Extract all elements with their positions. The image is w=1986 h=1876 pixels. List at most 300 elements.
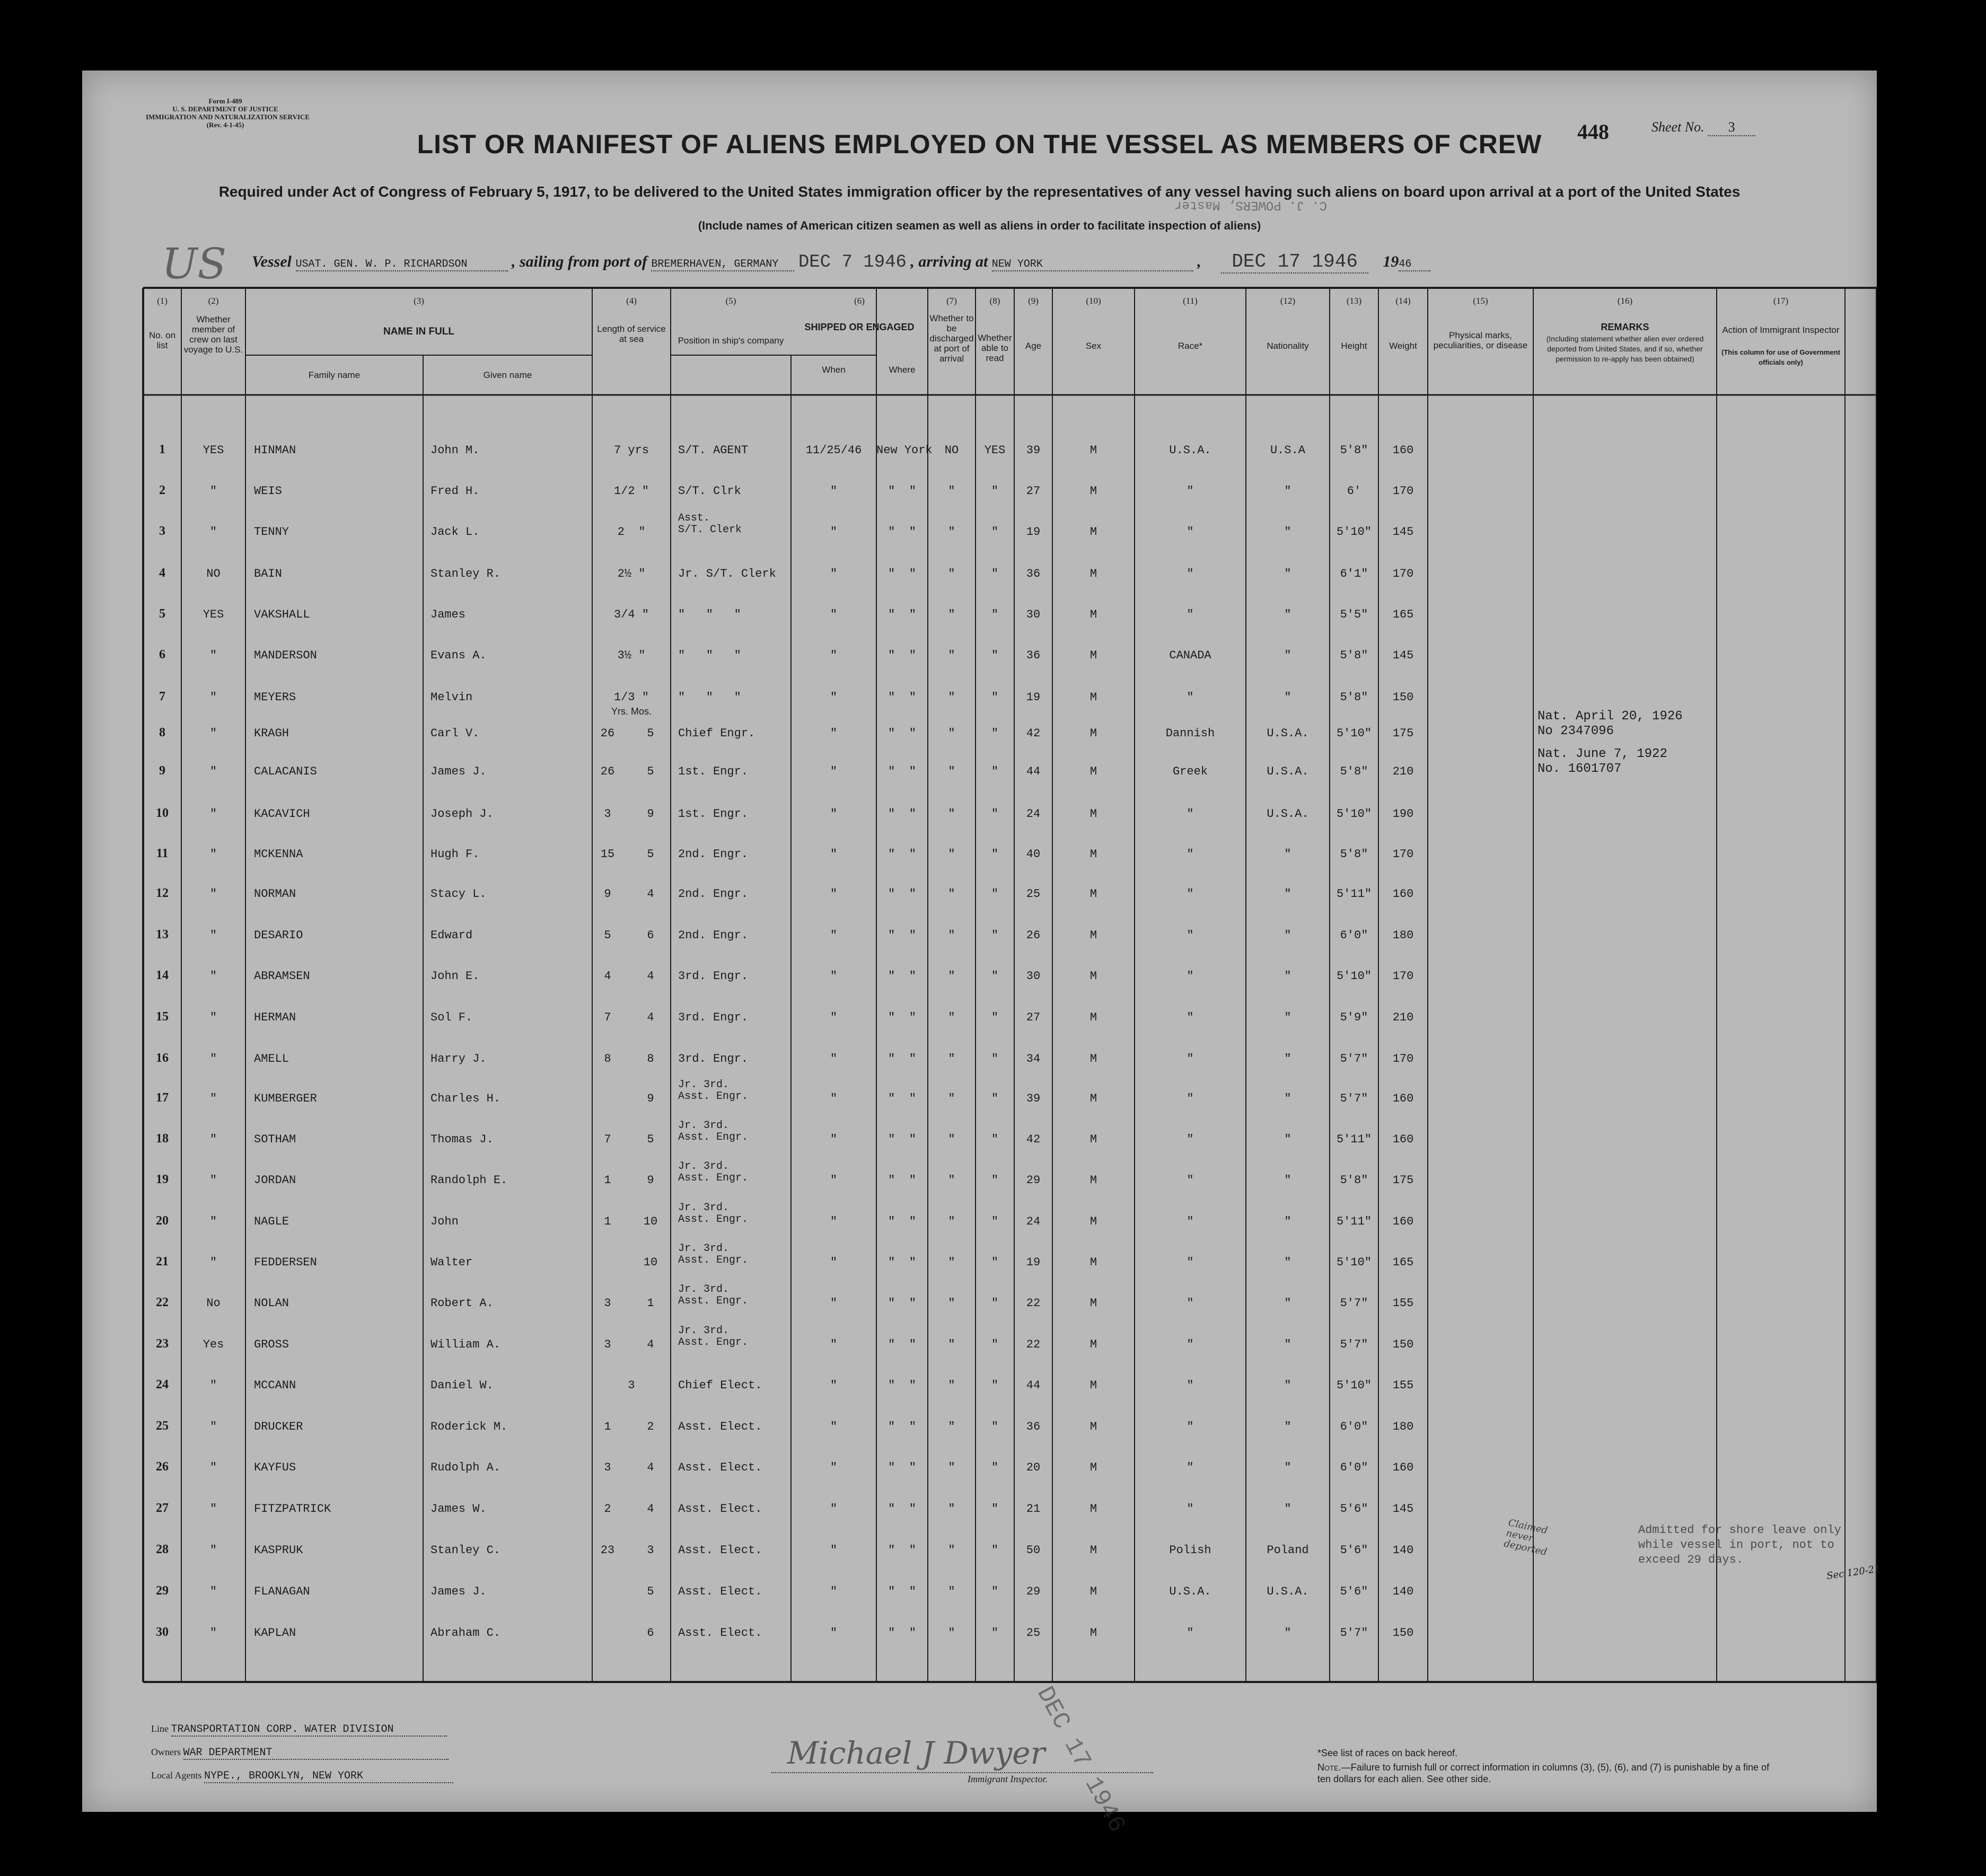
nationality: " [1284, 1174, 1291, 1187]
given-name: Stanley C. [430, 1544, 501, 1557]
given-name: Fred H. [430, 485, 480, 498]
nationality: Poland [1267, 1544, 1309, 1557]
header-height: Height [1341, 341, 1367, 351]
nationality: " [1284, 485, 1291, 498]
age: 21 [1026, 1502, 1041, 1516]
shipped-where: " " [888, 848, 916, 861]
height: 5'7" [1340, 1297, 1368, 1310]
weight: 210 [1392, 1011, 1414, 1024]
discharged: " [948, 807, 955, 821]
given-name: Carl V. [430, 727, 480, 740]
subtitle-note: (Include names of American citizen seamen as well as aliens in order to facilitate inspection of aliens) [698, 219, 1261, 232]
header-given-name: Given name [483, 370, 532, 380]
sex: M [1089, 929, 1097, 942]
handwritten-us-mark: US [162, 239, 227, 288]
race: Polish [1169, 1544, 1211, 1557]
position: Jr. 3rd. Asst. Engr. [678, 1283, 749, 1307]
shipped-when: " [830, 1011, 838, 1024]
nationality: " [1284, 929, 1291, 942]
shipped-where: " " [888, 608, 916, 621]
family-name: NORMAN [254, 887, 296, 901]
row-number: 10 [156, 806, 169, 820]
race: " [1187, 608, 1194, 621]
position: Jr. 3rd. Asst. Engr. [678, 1120, 749, 1143]
height: 6'1" [1340, 567, 1368, 580]
row-number: 26 [156, 1460, 169, 1474]
header-position: Position in ship's company [678, 336, 784, 346]
race: " [1187, 1420, 1194, 1433]
sex: M [1089, 649, 1097, 662]
shipped-when: " [830, 1297, 838, 1310]
footer-line: Line TRANSPORTATION CORP. WATER DIVISION [151, 1723, 447, 1737]
header-c6-number: (6) [854, 296, 865, 306]
previous-voyage: " [209, 727, 217, 740]
family-name: MCCANN [254, 1379, 296, 1392]
position: 1st. Engr. [678, 765, 749, 778]
service-years: 3 [604, 807, 611, 821]
age: 40 [1026, 848, 1041, 861]
nationality: " [1284, 887, 1291, 901]
age: 36 [1026, 1420, 1041, 1433]
shipped-where: " " [888, 1420, 916, 1433]
discharged: " [948, 929, 955, 942]
discharged: " [948, 1133, 955, 1146]
discharged: " [948, 848, 955, 861]
weight: 160 [1392, 1092, 1414, 1105]
given-name: John M. [430, 444, 480, 457]
height: 5'10" [1336, 970, 1372, 983]
previous-voyage: " [209, 1174, 217, 1187]
position: Jr. 3rd. Asst. Engr. [678, 1079, 749, 1103]
family-name: GROSS [254, 1338, 289, 1351]
age: 39 [1026, 1092, 1041, 1105]
family-name: FEDDERSEN [254, 1256, 317, 1269]
shipped-when: " [830, 1256, 838, 1269]
race: " [1187, 1011, 1194, 1024]
sex: M [1089, 1544, 1097, 1557]
nationality: " [1284, 608, 1291, 621]
discharged: " [948, 691, 955, 704]
sex: M [1089, 1461, 1097, 1474]
service-months: 10 [643, 1215, 658, 1228]
weight: 165 [1392, 608, 1414, 621]
age: 36 [1026, 567, 1041, 580]
age: 44 [1026, 765, 1041, 778]
able-to-read: YES [984, 444, 1006, 457]
header-c10-number: (10) [1086, 296, 1101, 306]
position: Chief Elect. [678, 1379, 762, 1392]
service-years: 1 [604, 1174, 611, 1187]
row-number: 27 [156, 1501, 169, 1515]
height: 5'10" [1336, 1379, 1372, 1392]
header-c5-number: (5) [725, 296, 736, 306]
row-number: 9 [159, 764, 165, 778]
row-number: 24 [156, 1378, 169, 1391]
discharged: " [948, 1379, 955, 1392]
previous-voyage: " [209, 1585, 217, 1598]
nationality: " [1284, 970, 1291, 983]
given-name: Stacy L. [430, 887, 487, 901]
subtitle: Required under Act of Congress of February 5, 1917, to be delivered to the United States immigration officer by the representatives of any vessel having such aliens on board upon arrival at a port of the United States [218, 183, 1741, 200]
given-name: James J. [430, 765, 487, 778]
height: 5'7" [1340, 1338, 1368, 1351]
height: 5'10" [1336, 807, 1372, 821]
service-months: 4 [647, 1502, 654, 1516]
race: CANADA [1169, 649, 1211, 662]
sex: M [1089, 1502, 1097, 1516]
given-name: Edward [430, 929, 473, 942]
able-to-read: " [991, 887, 999, 901]
height: 5'8" [1340, 848, 1368, 861]
given-name: Randolph E. [430, 1174, 508, 1187]
able-to-read: " [991, 485, 999, 498]
handwritten-section-row-28: Sec 120-21 [1825, 1563, 1882, 1582]
sex: M [1089, 608, 1097, 621]
shipped-when: " [830, 1502, 838, 1516]
nationality: U.S.A. [1267, 807, 1309, 821]
weight: 150 [1392, 1338, 1414, 1351]
header-name-in-full: NAME IN FULL [383, 326, 455, 337]
family-name: TENNY [254, 525, 289, 539]
able-to-read: " [991, 1092, 999, 1105]
previous-voyage: " [209, 1256, 217, 1269]
given-name: Harry J. [430, 1052, 487, 1065]
family-name: HERMAN [254, 1011, 296, 1024]
position: Chief Engr. [678, 727, 755, 740]
shipped-when: " [830, 485, 838, 498]
row-number: 22 [156, 1296, 169, 1309]
weight: 190 [1392, 807, 1414, 821]
row-number: 3 [159, 524, 165, 538]
race: " [1187, 691, 1194, 704]
weight: 140 [1392, 1585, 1414, 1598]
row-number: 18 [156, 1132, 169, 1146]
position: Asst. Elect. [678, 1626, 762, 1640]
shipped-when: " [830, 1626, 838, 1640]
age: 25 [1026, 1626, 1041, 1640]
header-remarks: REMARKS [1601, 322, 1649, 332]
position: Asst. Elect. [678, 1420, 762, 1433]
age: 30 [1026, 970, 1041, 983]
height: 6'0" [1340, 1461, 1368, 1474]
race: " [1187, 1092, 1194, 1105]
nationality: U.S.A. [1267, 765, 1309, 778]
weight: 165 [1392, 1256, 1414, 1269]
age: 29 [1026, 1585, 1041, 1598]
sex: M [1089, 1011, 1097, 1024]
age: 29 [1026, 1174, 1041, 1187]
previous-voyage: YES [203, 444, 224, 457]
discharged: " [948, 1052, 955, 1065]
family-name: MANDERSON [254, 649, 317, 662]
position: S/T. AGENT [678, 444, 749, 457]
service-years: 7 [604, 1133, 611, 1146]
discharged: " [948, 1297, 955, 1310]
row-number: 23 [156, 1337, 169, 1351]
height: 5'11" [1336, 1133, 1372, 1146]
age: 19 [1026, 691, 1041, 704]
position: Asst. Elect. [678, 1544, 762, 1557]
discharged: " [948, 727, 955, 740]
shipped-when: " [830, 887, 838, 901]
given-name: Joseph J. [430, 807, 494, 821]
position: 3rd. Engr. [678, 1052, 749, 1065]
nationality: " [1284, 1133, 1291, 1146]
row-number: 14 [156, 968, 169, 982]
height: 5'7" [1340, 1052, 1368, 1065]
row-number: 16 [156, 1051, 169, 1065]
sex: M [1089, 1379, 1097, 1392]
family-name: BAIN [254, 567, 282, 580]
shipped-where: " " [888, 1256, 916, 1269]
shipped-where: " " [888, 1052, 916, 1065]
arrival-date-stamp: DEC 17 1946 [1221, 251, 1368, 274]
previous-voyage: " [209, 485, 217, 498]
shipped-when: " [830, 1215, 838, 1228]
service-months: 8 [647, 1052, 654, 1065]
service-months: 10 [643, 1256, 658, 1269]
row-number: 20 [156, 1214, 169, 1228]
form-number: Form I-489 [208, 97, 242, 105]
previous-voyage: " [209, 649, 217, 662]
length-of-service: 1/3 " [613, 691, 649, 704]
previous-voyage: " [209, 1420, 217, 1433]
able-to-read: " [991, 649, 999, 662]
discharged: " [948, 1626, 955, 1640]
header-discharged: Whether to be discharged at port of arrival [929, 313, 974, 364]
age: 19 [1026, 525, 1041, 539]
height: 5'10" [1336, 1256, 1372, 1269]
family-name: KAYFUS [254, 1461, 296, 1474]
height: 5'5" [1340, 608, 1368, 621]
height: 5'6" [1340, 1585, 1368, 1598]
race: " [1187, 929, 1194, 942]
given-name: John [430, 1215, 459, 1228]
given-name: Stanley R. [430, 567, 501, 580]
service-months: 2 [647, 1420, 654, 1433]
position: 2nd. Engr. [678, 887, 749, 901]
race: " [1187, 567, 1194, 580]
length-of-service: 7 yrs [613, 444, 649, 457]
race: " [1187, 1379, 1194, 1392]
previous-voyage: " [209, 1502, 217, 1516]
vessel-name: USAT. GEN. W. P. RICHARDSON [296, 258, 508, 271]
action-row-28: Admitted for shore leave only while vessel in port, not to exceed 29 days. [1638, 1523, 1841, 1566]
weight: 145 [1392, 525, 1414, 539]
age: 36 [1026, 649, 1041, 662]
given-name: Abraham C. [430, 1626, 501, 1640]
shipped-when: " [830, 691, 838, 704]
header-family-name: Family name [308, 370, 361, 380]
header-length-of-service: Length of service at sea [597, 324, 666, 344]
weight: 160 [1392, 1215, 1414, 1228]
service-months: 5 [647, 727, 654, 740]
shipped-where: " " [888, 1338, 916, 1351]
age: 30 [1026, 608, 1041, 621]
able-to-read: " [991, 1585, 999, 1598]
able-to-read: " [991, 691, 999, 704]
service-years: 8 [604, 1052, 611, 1065]
previous-voyage: " [209, 887, 217, 901]
position: Jr. 3rd. Asst. Engr. [678, 1243, 749, 1266]
service-years: 3 [604, 1338, 611, 1351]
position: 2nd. Engr. [678, 929, 749, 942]
length-of-service: 3/4 " [613, 608, 649, 621]
sex: M [1089, 485, 1097, 498]
shipped-when: " [830, 1461, 838, 1474]
shipped-when: " [830, 807, 838, 821]
service-months: 9 [647, 1092, 654, 1105]
shipped-when: " [830, 765, 838, 778]
race: " [1187, 807, 1194, 821]
height: 5'8" [1340, 444, 1368, 457]
family-name: VAKSHALL [254, 608, 310, 621]
age: 24 [1026, 1215, 1041, 1228]
race: U.S.A. [1169, 444, 1211, 457]
position: Jr. S/T. Clerk [678, 567, 776, 580]
previous-voyage: YES [203, 608, 224, 621]
height: 5'9" [1340, 1011, 1368, 1024]
position: Jr. 3rd. Asst. Engr. [678, 1202, 749, 1226]
form-department: U. S. DEPARTMENT OF JUSTICE [172, 105, 278, 113]
shipped-where: " " [888, 1215, 916, 1228]
discharged: " [948, 1174, 955, 1187]
weight: 150 [1392, 1626, 1414, 1640]
service-years: 5 [604, 929, 611, 942]
nationality: " [1284, 1420, 1291, 1433]
family-name: WEIS [254, 485, 282, 498]
sex: M [1089, 1256, 1097, 1269]
position: S/T. Clrk [678, 485, 741, 498]
service-years: 23 [600, 1544, 615, 1557]
header-c15-number: (15) [1473, 296, 1488, 306]
nationality: " [1284, 525, 1291, 539]
previous-voyage: " [209, 691, 217, 704]
shipped-where: " " [888, 1585, 916, 1598]
race: " [1187, 887, 1194, 901]
age: 26 [1026, 929, 1041, 942]
header-able-to-read: Whether able to read [978, 333, 1012, 363]
handwritten-remark-row-28: Claimed never deported [1502, 1517, 1549, 1558]
shipped-where: " " [888, 765, 916, 778]
shipped-where: " " [888, 485, 916, 498]
shipped-where: " " [888, 887, 916, 901]
able-to-read: " [991, 1502, 999, 1516]
family-name: ABRAMSEN [254, 970, 310, 983]
remark-row-9: Nat. June 7, 1922 No. 1601707 [1537, 747, 1667, 776]
nationality: " [1284, 649, 1291, 662]
nationality: " [1284, 1011, 1291, 1024]
note-penalty: Note.—Failure to furnish full or correct information in columns (3), (5), (6), and (7) is punishable by a fine of ten dollars for each alien. See other side. [1317, 1762, 1770, 1784]
age: 25 [1026, 887, 1041, 901]
header-remarks-note: (Including statement whether alien ever ordered deported from United States, and if so, whether permission to re-apply has been obtained) [1546, 334, 1704, 363]
given-name: Rudolph A. [430, 1461, 501, 1474]
nationality: " [1284, 1626, 1291, 1640]
race: " [1187, 1461, 1194, 1474]
able-to-read: " [991, 807, 999, 821]
header-c7-number: (7) [946, 296, 957, 306]
service-years: 2 [604, 1502, 611, 1516]
discharged: " [948, 1461, 955, 1474]
row-number: 11 [156, 847, 169, 860]
position: 2nd. Engr. [678, 848, 749, 861]
age: 27 [1026, 485, 1041, 498]
departure-date-stamp: DEC 7 1946 [798, 252, 907, 272]
position: " " " [678, 649, 741, 662]
row-number: 8 [159, 726, 165, 739]
header-inspector-note: (This column for use of Government officials only) [1721, 348, 1840, 366]
shipped-when: " [830, 1092, 838, 1105]
given-name: William A. [430, 1338, 501, 1351]
header-c17-number: (17) [1773, 296, 1789, 306]
shipped-when: " [830, 1420, 838, 1433]
shipped-where: " " [888, 1379, 916, 1392]
header-c3-number: (3) [414, 296, 424, 306]
family-name: CALACANIS [254, 765, 317, 778]
service-years: 9 [604, 887, 611, 901]
header-c1-number: (1) [157, 296, 168, 306]
nationality: " [1284, 1256, 1291, 1269]
row-number: 19 [156, 1173, 169, 1186]
position: Jr. 3rd. Asst. Engr. [678, 1325, 749, 1349]
weight: 140 [1392, 1544, 1414, 1557]
able-to-read: " [991, 608, 999, 621]
discharged: " [948, 887, 955, 901]
position: Jr. 3rd. Asst. Engr. [678, 1160, 749, 1184]
year-field: 46 [1399, 258, 1430, 271]
able-to-read: " [991, 1379, 999, 1392]
family-name: HINMAN [254, 444, 296, 457]
weight: 180 [1392, 1420, 1414, 1433]
service-months: 6 [647, 1626, 654, 1640]
previous-voyage: " [209, 1215, 217, 1228]
age: 42 [1026, 1133, 1041, 1146]
sex: M [1089, 727, 1097, 740]
age: 50 [1026, 1544, 1041, 1557]
given-name: Melvin [430, 691, 473, 704]
nationality: " [1284, 848, 1291, 861]
discharged: " [948, 1256, 955, 1269]
row-number: 25 [156, 1419, 169, 1433]
departure-port: BREMERHAVEN, GERMANY [651, 258, 794, 271]
able-to-read: " [991, 1626, 999, 1640]
shipped-when: " [830, 1174, 838, 1187]
service-years: 3 [604, 1461, 611, 1474]
given-name: James [430, 608, 466, 621]
shipped-where: " " [888, 1297, 916, 1310]
nationality: " [1284, 1461, 1291, 1474]
race: " [1187, 525, 1194, 539]
age: 22 [1026, 1297, 1041, 1310]
sex: M [1089, 1133, 1097, 1146]
shipped-where: " " [888, 727, 916, 740]
family-name: JORDAN [254, 1174, 296, 1187]
service-months: 5 [647, 1133, 654, 1146]
row-number: 2 [159, 483, 165, 497]
length-of-service: 1/2 " [613, 485, 649, 498]
discharged: " [948, 649, 955, 662]
able-to-read: " [991, 1052, 999, 1065]
race: Greek [1172, 765, 1208, 778]
service-months: 5 [647, 848, 654, 861]
race: " [1187, 1502, 1194, 1516]
discharged: " [948, 485, 955, 498]
race: " [1187, 1133, 1194, 1146]
row-number: 17 [156, 1091, 169, 1105]
nationality: " [1284, 1092, 1291, 1105]
row-number: 13 [156, 928, 169, 941]
given-name: Walter [430, 1256, 473, 1269]
